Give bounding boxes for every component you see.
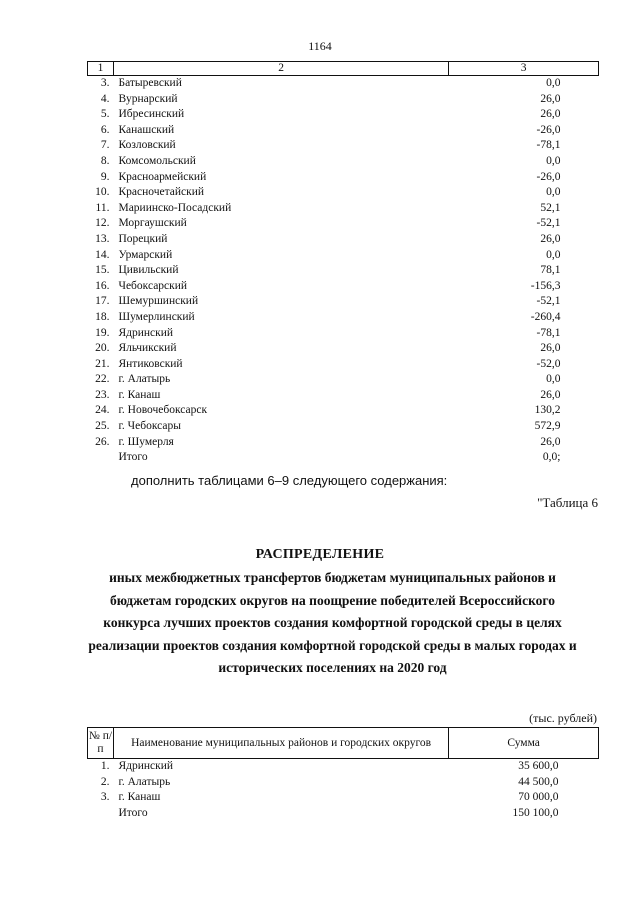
table-header-row [88, 728, 599, 759]
row-number: 3. [100, 77, 110, 89]
table-row [88, 76, 599, 92]
row-value: 26,0 [540, 92, 561, 105]
table-row [88, 341, 599, 357]
table-row [88, 92, 599, 108]
row-name: г. Новочебоксарск [118, 404, 208, 417]
row-name: Мариинско-Посадский [118, 201, 232, 214]
row-number: 1. [100, 760, 110, 772]
amendment-text: дополнить таблицами 6–9 следующего содержания: [131, 473, 448, 488]
row-number: 16. [95, 279, 110, 292]
row-value: -260,4 [530, 310, 561, 323]
row-value: 35 600,0 [518, 760, 559, 772]
row-value: 572,9 [534, 420, 561, 433]
table-label: "Таблица 6 [537, 495, 598, 510]
row-number: 18. [95, 310, 110, 323]
table-row [88, 310, 599, 326]
row-number: 8. [100, 154, 110, 167]
row-name: Батыревский [118, 77, 182, 89]
table-row [88, 326, 599, 342]
row-name: Цивильский [118, 264, 179, 277]
row-number: 22. [95, 373, 110, 386]
row-value: -52,1 [536, 295, 561, 308]
row-number: 9. [100, 170, 110, 183]
column-header: 3 [449, 62, 599, 76]
table-row [88, 388, 599, 404]
column-header: 2 [113, 62, 448, 76]
row-value: 0,0 [546, 154, 561, 167]
row-value: 130,2 [534, 404, 561, 417]
row-value: -156,3 [530, 279, 561, 292]
table-row [88, 170, 599, 186]
transfers-table-continued [87, 61, 599, 466]
row-number: 25. [95, 420, 110, 433]
table-row [88, 775, 599, 791]
table-row [88, 107, 599, 123]
table-row [88, 216, 599, 232]
row-name: Красноармейский [118, 170, 207, 183]
table-row [88, 248, 599, 264]
total-label: Итого [118, 806, 148, 819]
row-name: Моргаушский [118, 217, 187, 230]
distribution-heading: РАСПРЕДЕЛЕНИЕ [255, 547, 385, 562]
table-row [88, 419, 599, 435]
row-name: Ядринский [118, 760, 174, 772]
row-number: 13. [95, 232, 110, 245]
row-number: 14. [95, 248, 110, 261]
table-row [88, 372, 599, 388]
distribution-subheading: иных межбюджетных трансфертов бюджетам муниципальных районов и бюджетам городских округов на поощрение победителей Всероссийского конкурса лучших проектов создания комфортной городской среды в целях реализации проектов создания комфортной городской среды в малых городах и исторических поселениях на 2020 год [88, 570, 577, 675]
row-name: Ядринский [118, 326, 174, 339]
row-name: Вурнарский [118, 92, 178, 105]
total-label: Итого [118, 451, 148, 464]
table-row [88, 232, 599, 248]
row-name: Порецкий [118, 232, 168, 245]
row-name: Канашский [118, 123, 175, 136]
table-row [88, 435, 599, 451]
units-label: (тыс. рублей) [529, 711, 597, 725]
row-name: Красночетайский [118, 186, 205, 199]
table-row [88, 759, 599, 775]
table-header-row [88, 62, 599, 76]
table-row [88, 138, 599, 154]
row-number: 3. [100, 791, 110, 804]
table-row [88, 201, 599, 217]
row-value: -78,1 [536, 326, 561, 339]
row-number: 5. [100, 108, 110, 121]
row-name: г. Канаш [118, 388, 161, 401]
column-header-sum: Сумма [449, 728, 599, 759]
row-value: 26,0 [540, 435, 561, 448]
row-name: Комсомольский [118, 154, 196, 167]
row-number: 15. [95, 264, 110, 277]
row-value: -52,0 [536, 357, 561, 370]
row-number: 17. [95, 295, 110, 308]
row-number: 26. [95, 435, 110, 448]
total-value: 150 100,0 [512, 806, 559, 819]
row-name: Янтиковский [118, 357, 183, 370]
row-value: -78,1 [536, 139, 561, 152]
row-name: Шемуршинский [118, 295, 199, 308]
row-number: 10. [95, 186, 110, 199]
page-number: 1164 [308, 39, 332, 53]
table-row [88, 790, 599, 806]
total-value: 0,0; [542, 451, 561, 464]
total-row [88, 450, 599, 466]
row-name: г. Канаш [118, 791, 161, 804]
row-name: Шумерлинский [118, 310, 195, 323]
row-name: г. Чебоксары [118, 420, 181, 433]
total-row [88, 806, 599, 822]
row-name: Чебоксарский [118, 279, 188, 292]
column-header-number: № п/п [88, 728, 114, 759]
row-value: 44 500,0 [518, 775, 559, 788]
table-row [88, 185, 599, 201]
row-value: 26,0 [540, 108, 561, 121]
row-value: 0,0 [546, 77, 561, 89]
row-value: 0,0 [546, 186, 561, 199]
row-name: Козловский [118, 139, 176, 152]
row-number: 6. [100, 123, 110, 136]
total-number-cell [88, 450, 114, 466]
row-value: 26,0 [540, 388, 561, 401]
row-number: 7. [100, 139, 110, 152]
row-number: 20. [95, 342, 110, 355]
table-row [88, 357, 599, 373]
row-name: г. Шумерля [118, 435, 174, 448]
row-value: 52,1 [540, 201, 561, 214]
row-name: Ибресинский [118, 108, 185, 121]
row-value: 26,0 [540, 232, 561, 245]
row-number: 11. [95, 201, 110, 214]
row-value: 26,0 [540, 342, 561, 355]
row-number: 12. [95, 217, 110, 230]
row-name: Яльчикский [118, 342, 177, 355]
row-number: 4. [100, 92, 110, 105]
row-value: -52,1 [536, 217, 561, 230]
total-number-cell [88, 806, 114, 822]
column-header-name: Наименование муниципальных районов и городских округов [113, 728, 448, 759]
row-name: г. Алатырь [118, 775, 171, 788]
row-number: 21. [95, 357, 110, 370]
row-value: -26,0 [536, 123, 561, 136]
row-name: г. Алатырь [118, 373, 171, 386]
table-body [88, 76, 599, 466]
row-value: 0,0 [546, 248, 561, 261]
row-number: 24. [95, 404, 110, 417]
row-number: 19. [95, 326, 110, 339]
table-row [88, 263, 599, 279]
table-row [88, 279, 599, 295]
row-value: 78,1 [540, 264, 561, 277]
table-row [88, 123, 599, 139]
column-header: 1 [88, 62, 114, 76]
row-value: -26,0 [536, 170, 561, 183]
table-row [88, 294, 599, 310]
row-value: 0,0 [546, 373, 561, 386]
table-body [88, 759, 599, 822]
table-row [88, 154, 599, 170]
row-name: Урмарский [118, 248, 173, 261]
row-number: 23. [95, 388, 110, 401]
row-value: 70 000,0 [518, 791, 559, 804]
table-row [88, 403, 599, 419]
distribution-table [87, 727, 599, 821]
row-number: 2. [100, 775, 110, 788]
